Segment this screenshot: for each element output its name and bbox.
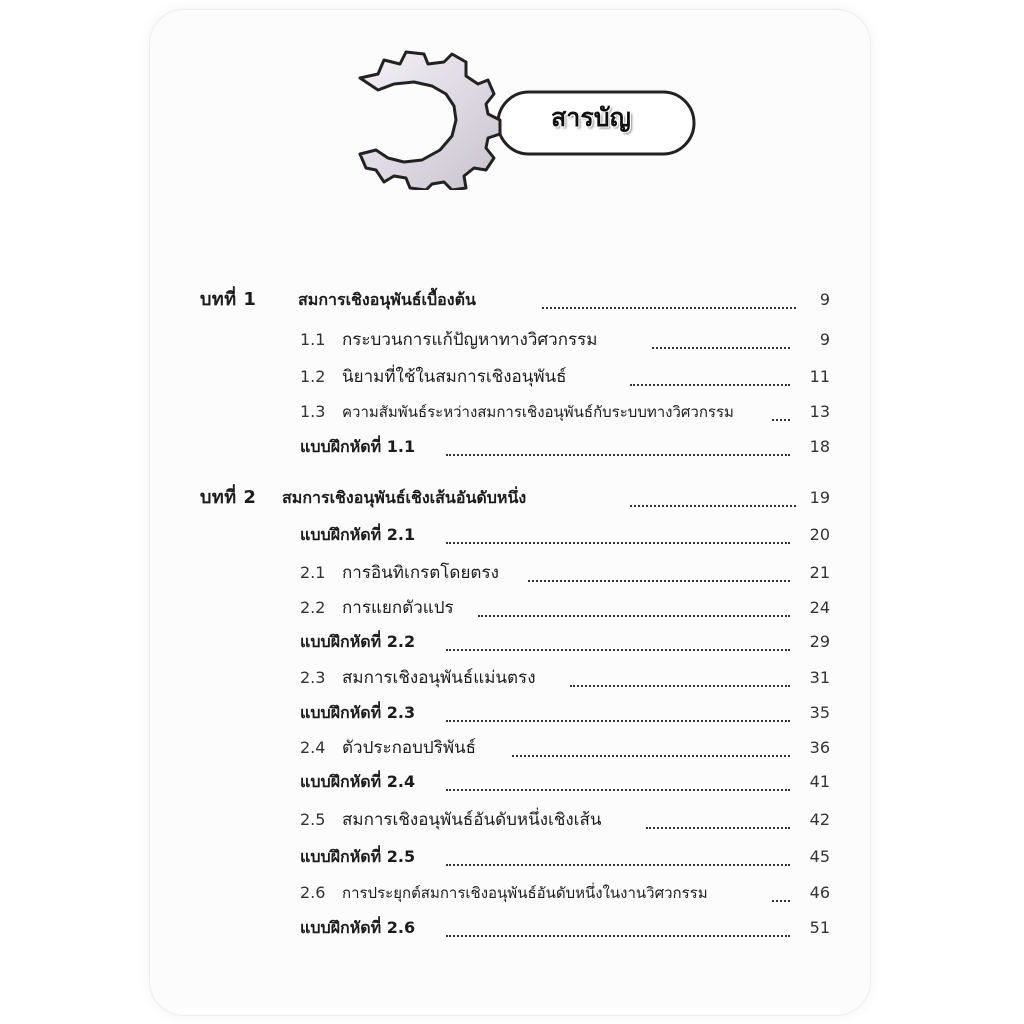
page-number: 19: [809, 488, 830, 507]
toc-entry: [300, 593, 832, 623]
chapter-label: บทที่ 2: [200, 487, 257, 508]
dot-leader: [446, 720, 790, 722]
entry-number: 1.1: [300, 330, 326, 349]
entry-number: 2.4: [300, 738, 326, 757]
page-number: 41: [809, 772, 830, 791]
chapter-title: สมการเชิงอนุพันธ์เชิงเส้นอันดับหนึ่ง: [282, 488, 527, 507]
chapter-title: สมการเชิงอนุพันธ์เบื้องต้น: [298, 290, 476, 309]
toc-entry: [300, 558, 832, 588]
toc-entry: [300, 520, 832, 550]
entry-number: 1.2: [300, 367, 326, 386]
toc-entry: [300, 698, 832, 728]
toc-entry: [300, 842, 832, 872]
page-number: 20: [809, 525, 830, 544]
toc-entry: [300, 663, 832, 693]
dot-leader: [528, 580, 790, 582]
dot-leader: [630, 384, 790, 386]
toc-entry: [300, 805, 832, 835]
entry-title: ความสัมพันธ์ระหว่างสมการเชิงอนุพันธ์กับระบบทางวิศวกรรม: [342, 403, 734, 421]
page-number: 21: [809, 563, 830, 582]
page-number: 42: [809, 810, 830, 829]
page-number: 13: [809, 402, 830, 421]
entry-number: 2.3: [300, 668, 326, 687]
dot-leader: [446, 864, 790, 866]
entry-number: 2.5: [300, 810, 326, 829]
page-number: 18: [809, 437, 830, 456]
exercise-title: แบบฝึกหัดที่ 2.6: [300, 918, 416, 937]
exercise-title: แบบฝึกหัดที่ 2.5: [300, 847, 416, 866]
toc-entry: [300, 627, 832, 657]
dot-leader: [772, 419, 790, 421]
dot-leader: [446, 454, 790, 456]
entry-number: 2.1: [300, 563, 326, 582]
dot-leader: [646, 827, 790, 829]
entry-number: 2.2: [300, 598, 326, 617]
page-number: 51: [809, 918, 830, 937]
page-number: 45: [809, 847, 830, 866]
exercise-title: แบบฝึกหัดที่ 2.4: [300, 772, 416, 791]
entry-title: กระบวนการแก้ปัญหาทางวิศวกรรม: [342, 330, 598, 350]
toc-entry: [300, 325, 832, 355]
dot-leader: [652, 347, 790, 349]
page-number: 24: [809, 598, 830, 617]
dot-leader: [446, 649, 790, 651]
page-number: 29: [809, 632, 830, 651]
toc-entry: [300, 733, 832, 763]
entry-title: ตัวประกอบปริพันธ์: [342, 738, 477, 758]
page-title: สารบัญ: [551, 103, 631, 132]
toc-chapter-2: [200, 483, 832, 513]
page-number: 31: [809, 668, 830, 687]
entry-title: สมการเชิงอนุพันธ์แม่นตรง: [342, 668, 536, 688]
dot-leader: [512, 755, 790, 757]
exercise-title: แบบฝึกหัดที่ 2.2: [300, 632, 416, 651]
exercise-title: แบบฝึกหัดที่ 1.1: [300, 437, 416, 456]
exercise-title: แบบฝึกหัดที่ 2.1: [300, 525, 416, 544]
dot-leader: [630, 505, 796, 507]
entry-number: 1.3: [300, 402, 326, 421]
chapter-label: บทที่ 1: [200, 289, 257, 310]
page-number: 36: [809, 738, 830, 757]
entry-title: การแยกตัวแปร: [342, 598, 454, 618]
page-number: 11: [809, 367, 830, 386]
dot-leader: [446, 935, 790, 937]
dot-leader: [570, 685, 790, 687]
toc-entry: [300, 913, 832, 943]
entry-title: นิยามที่ใช้ในสมการเชิงอนุพันธ์: [342, 367, 567, 387]
dot-leader: [542, 307, 796, 309]
dot-leader: [478, 615, 790, 617]
dot-leader: [446, 542, 790, 544]
page-number: 35: [809, 703, 830, 722]
entry-number: 2.6: [300, 883, 326, 902]
toc-chapter-1: [200, 285, 832, 315]
exercise-title: แบบฝึกหัดที่ 2.3: [300, 703, 416, 722]
entry-title: สมการเชิงอนุพันธ์อันดับหนึ่งเชิงเส้น: [342, 810, 602, 830]
dot-leader: [446, 789, 790, 791]
toc-entry: [300, 767, 832, 797]
toc-entry: [300, 397, 832, 427]
toc-entry: [300, 362, 832, 392]
toc-entry: [300, 432, 832, 462]
entry-title: การอินทิเกรตโดยตรง: [342, 563, 499, 583]
entry-title: การประยุกต์สมการเชิงอนุพันธ์อันดับหนึ่งในงานวิศวกรรม: [342, 884, 708, 902]
dot-leader: [772, 900, 790, 902]
page-number: 9: [819, 290, 830, 309]
page-number: 46: [809, 883, 830, 902]
page-number: 9: [819, 330, 830, 349]
toc-entry: [300, 878, 832, 908]
